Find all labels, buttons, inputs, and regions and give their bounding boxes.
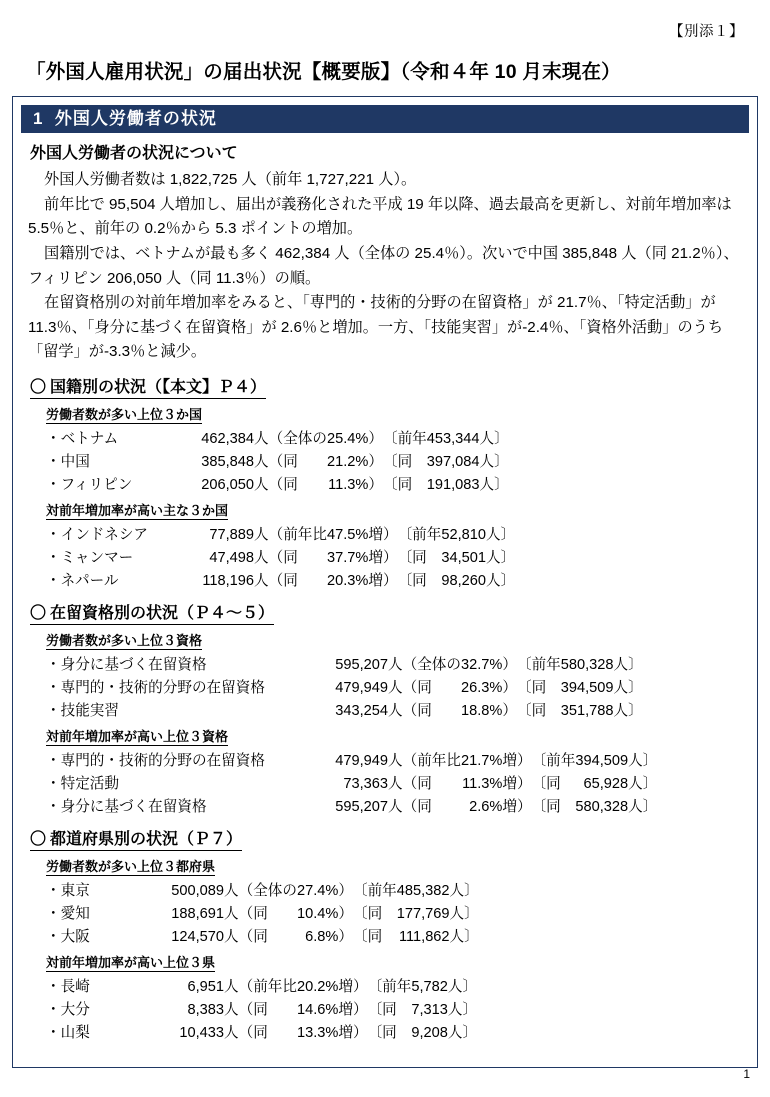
table-row	[46, 568, 515, 591]
block-subtitle: 対前年増加率が高い上位３県	[46, 952, 215, 972]
row-unit: 人	[254, 550, 269, 566]
row-prev-suffix: 人〕	[447, 1002, 478, 1018]
row-share-value: 2.6%増）	[469, 799, 532, 815]
statistics-table	[46, 748, 657, 817]
row-prev-value: 191,083	[426, 477, 480, 493]
row-prev-value: 453,344	[426, 431, 480, 447]
row-share-prefix: （同	[238, 929, 268, 945]
row-label: ・身分に基づく在留資格	[46, 657, 207, 673]
row-share-value: 21.2%）	[327, 454, 383, 470]
section-number: 1	[33, 109, 44, 128]
section-title: 外国人労働者の状況	[54, 109, 217, 128]
row-label: ・身分に基づく在留資格	[46, 799, 207, 815]
lead-paragraph: 在留資格別の対前年増加率をみると、「専門的・技術的分野の在留資格」が 21.7％、「特定活動」が 11.3％、「身分に基づく在留資格」が 2.6％と増加。一方、「技能実習」が-2.4％、「資格外活動」のうち「留学」が-3.3％と減少。	[28, 294, 724, 361]
statistics-group	[24, 826, 746, 1043]
lead-paragraph: 前年比で 95,504 人増加し、届出が義務化された平成 19 年以降、過去最高を更新し、対前年増加率は 5.5％と、前年の 0.2％から 5.3 ポイントの増加。	[28, 195, 732, 238]
row-unit: 人	[224, 1025, 239, 1041]
row-prev-suffix: 人〕	[613, 657, 643, 673]
row-prev-value: 351,788	[560, 703, 614, 719]
row-share-prefix: （前年比	[238, 979, 297, 995]
lead-paragraph: 外国人労働者数は 1,822,725 人（前年 1,727,221 人）。	[44, 171, 417, 188]
row-prev-prefix: 〔同	[516, 680, 547, 696]
row-share-prefix: （同	[402, 799, 432, 815]
row-value: 77,889	[209, 527, 254, 543]
row-share-value: 32.7%）	[461, 657, 517, 673]
row-prev-value: 485,382	[396, 883, 450, 899]
row-label: ・中国	[46, 454, 90, 470]
row-unit: 人	[224, 906, 239, 922]
row-prev-prefix: 〔同	[382, 454, 413, 470]
row-value: 118,196	[202, 573, 254, 589]
row-value: 10,433	[179, 1025, 224, 1041]
group-title	[30, 826, 242, 851]
row-share-value: 37.7%増）	[327, 550, 398, 566]
row-unit: 人	[254, 477, 269, 493]
group-title	[30, 374, 266, 399]
row-unit: 人	[388, 776, 403, 792]
row-share-value: 26.3%）	[461, 680, 517, 696]
table-row	[46, 1020, 477, 1043]
statistics-groups	[24, 374, 746, 1043]
row-prev-value: 65,928	[583, 776, 629, 792]
row-unit: 人	[388, 657, 403, 673]
statistics-table	[46, 652, 643, 721]
row-prev-prefix: 〔同	[531, 776, 561, 792]
table-row	[46, 901, 479, 924]
group-title-label: 在留資格別の状況（Ｐ４～５）	[50, 605, 275, 622]
row-share-value: 18.8%）	[461, 703, 517, 719]
row-prev-value: 394,509	[560, 680, 614, 696]
row-share-prefix: （前年比	[268, 527, 327, 543]
row-share-value: 11.3%増）	[462, 776, 532, 792]
row-unit: 人	[388, 703, 403, 719]
row-prev-suffix: 人〕	[449, 929, 479, 945]
table-row	[46, 472, 509, 495]
row-share-prefix: （全体の	[402, 657, 461, 673]
row-prev-value: 5,782	[411, 979, 448, 995]
circle-bullet-icon: 〇	[30, 379, 47, 396]
statistics-table	[46, 878, 479, 947]
block-subtitle: 労働者数が多い上位３都府県	[46, 856, 215, 876]
row-prev-value: 397,084	[426, 454, 480, 470]
row-share-value: 11.3%）	[328, 477, 383, 493]
row-label: ・ネパール	[46, 573, 119, 589]
row-prev-prefix: 〔前年	[397, 527, 442, 543]
row-unit: 人	[254, 454, 269, 470]
row-prev-prefix: 〔前年	[352, 883, 397, 899]
table-row	[46, 924, 479, 947]
block-subtitle: 対前年増加率が高い上位３資格	[46, 726, 228, 746]
row-unit: 人	[224, 1002, 239, 1018]
table-row	[46, 652, 643, 675]
row-share-prefix: （全体の	[268, 431, 327, 447]
row-label: ・特定活動	[46, 776, 119, 792]
row-label: ・ベトナム	[46, 431, 119, 447]
row-share-value: 14.6%増）	[297, 1002, 368, 1018]
row-prev-prefix: 〔前年	[531, 753, 576, 769]
row-prev-suffix: 人〕	[628, 799, 658, 815]
table-row	[46, 698, 643, 721]
row-share-value: 10.4%）	[297, 906, 353, 922]
row-unit: 人	[254, 527, 269, 543]
statistics-table	[46, 522, 515, 591]
attachment-tag: 【別添１】	[669, 24, 744, 40]
row-label: ・東京	[46, 883, 90, 899]
block-subtitle: 労働者数が多い上位３資格	[46, 630, 202, 650]
row-share-prefix: （前年比	[402, 753, 461, 769]
row-share-value: 47.5%増）	[327, 527, 398, 543]
lead-paragraphs	[24, 168, 746, 365]
row-prev-prefix: 〔同	[397, 573, 427, 589]
row-unit: 人	[254, 431, 269, 447]
row-prev-value: 580,328	[560, 657, 614, 673]
row-prev-suffix: 人〕	[479, 477, 509, 493]
row-prev-suffix: 人〕	[613, 680, 643, 696]
row-label: ・フィリピン	[46, 477, 133, 493]
row-label: ・技能実習	[46, 703, 119, 719]
row-share-value: 25.4%）	[327, 431, 383, 447]
row-prev-prefix: 〔同	[352, 929, 383, 945]
row-prev-prefix: 〔同	[367, 1002, 397, 1018]
row-share-prefix: （同	[402, 776, 432, 792]
statistics-group	[24, 600, 746, 817]
row-value: 500,089	[171, 883, 224, 899]
row-value: 595,207	[335, 799, 388, 815]
table-row	[46, 522, 515, 545]
lead-heading: 外国人労働者の状況について	[30, 145, 238, 162]
row-prev-prefix: 〔同	[352, 906, 383, 922]
row-value: 479,949	[335, 680, 388, 696]
row-value: 385,848	[201, 454, 254, 470]
table-row	[46, 794, 657, 817]
row-label: ・専門的・技術的分野の在留資格	[46, 680, 265, 696]
row-prev-value: 177,769	[396, 906, 450, 922]
row-prev-value: 394,509	[575, 753, 629, 769]
row-unit: 人	[388, 753, 403, 769]
group-title	[30, 600, 274, 625]
row-value: 343,254	[335, 703, 388, 719]
row-label: ・ミャンマー	[46, 550, 134, 566]
page-number: 1	[743, 1067, 750, 1081]
circle-bullet-icon: 〇	[30, 831, 47, 848]
row-prev-suffix: 人〕	[447, 1025, 478, 1041]
row-share-prefix: （同	[268, 454, 298, 470]
row-share-prefix: （同	[238, 1002, 268, 1018]
row-prev-suffix: 人〕	[449, 883, 479, 899]
row-label: ・山梨	[46, 1025, 90, 1041]
row-prev-suffix: 人〕	[447, 979, 478, 995]
table-row	[46, 974, 477, 997]
row-value: 124,570	[171, 929, 224, 945]
row-value: 47,498	[209, 550, 254, 566]
table-row	[46, 997, 477, 1020]
row-value: 479,949	[335, 753, 388, 769]
row-share-prefix: （同	[268, 573, 298, 589]
table-row	[46, 771, 657, 794]
block-subtitle: 対前年増加率が高い主な３か国	[46, 500, 228, 520]
table-row	[46, 878, 479, 901]
row-share-value: 27.4%）	[297, 883, 353, 899]
row-prev-suffix: 人〕	[613, 703, 643, 719]
row-share-value: 6.8%）	[305, 929, 353, 945]
page-title: 「外国人雇用状況」の届出状況【概要版】（令和４年 10 月末現在）	[26, 61, 621, 83]
row-prev-suffix: 人〕	[486, 573, 516, 589]
row-prev-prefix: 〔前年	[382, 431, 427, 447]
table-row	[46, 748, 657, 771]
row-prev-value: 7,313	[411, 1002, 448, 1018]
row-share-prefix: （同	[268, 550, 298, 566]
row-prev-value: 98,260	[441, 573, 487, 589]
row-prev-suffix: 人〕	[479, 431, 509, 447]
table-row	[46, 675, 643, 698]
group-title-label: 都道府県別の状況（Ｐ７）	[50, 831, 243, 848]
row-share-value: 21.7%増）	[461, 753, 532, 769]
row-prev-suffix: 人〕	[449, 906, 479, 922]
row-unit: 人	[388, 680, 403, 696]
row-label: ・愛知	[46, 906, 90, 922]
row-prev-prefix: 〔同	[531, 799, 561, 815]
row-prev-value: 34,501	[441, 550, 487, 566]
block-subtitle: 労働者数が多い上位３か国	[46, 404, 202, 424]
row-value: 206,050	[201, 477, 254, 493]
row-share-value: 13.3%増）	[297, 1025, 368, 1041]
group-title-label: 国籍別の状況（【本文】Ｐ４）	[50, 379, 267, 396]
row-label: ・長崎	[46, 979, 90, 995]
row-prev-value: 52,810	[441, 527, 487, 543]
row-prev-prefix: 〔同	[382, 477, 413, 493]
table-row	[46, 426, 509, 449]
statistics-table	[46, 974, 477, 1043]
row-label: ・大阪	[46, 929, 90, 945]
row-share-value: 20.2%増）	[297, 979, 368, 995]
row-prev-prefix: 〔同	[516, 703, 547, 719]
row-unit: 人	[388, 799, 403, 815]
row-unit: 人	[254, 573, 269, 589]
row-label: ・インドネシア	[46, 527, 149, 543]
row-value: 188,691	[171, 906, 224, 922]
row-value: 595,207	[335, 657, 388, 673]
row-prev-suffix: 人〕	[479, 454, 509, 470]
circle-bullet-icon: 〇	[30, 605, 47, 622]
row-share-value: 20.3%増）	[327, 573, 398, 589]
row-share-prefix: （同	[238, 906, 268, 922]
row-share-prefix: （同	[238, 1025, 268, 1041]
document-body	[24, 140, 746, 1043]
row-prev-suffix: 人〕	[486, 550, 516, 566]
statistics-table	[46, 426, 509, 495]
row-prev-value: 9,208	[411, 1025, 448, 1041]
row-prev-suffix: 人〕	[628, 776, 658, 792]
row-unit: 人	[224, 883, 239, 899]
row-label: ・大分	[46, 1002, 90, 1018]
row-prev-prefix: 〔前年	[367, 979, 412, 995]
row-value: 8,383	[187, 1002, 224, 1018]
row-value: 462,384	[201, 431, 254, 447]
row-unit: 人	[224, 979, 239, 995]
row-value: 73,363	[343, 776, 388, 792]
row-share-prefix: （全体の	[238, 883, 297, 899]
statistics-group	[24, 374, 746, 591]
row-prev-prefix: 〔同	[367, 1025, 397, 1041]
lead-paragraph: 国籍別では、ベトナムが最も多く 462,384 人（全体の 25.4％）。次いで中国 385,848 人（同 21.2％）、フィリピン 206,050 人（同 11.3％）の順。	[28, 244, 739, 287]
table-row	[46, 545, 515, 568]
row-share-prefix: （同	[402, 680, 432, 696]
row-prev-prefix: 〔前年	[516, 657, 561, 673]
row-share-prefix: （同	[268, 477, 298, 493]
row-share-prefix: （同	[402, 703, 432, 719]
row-prev-prefix: 〔同	[397, 550, 427, 566]
row-prev-value: 111,862	[398, 929, 450, 945]
table-row	[46, 449, 509, 472]
row-label: ・専門的・技術的分野の在留資格	[46, 753, 265, 769]
row-prev-value: 580,328	[575, 799, 629, 815]
row-prev-suffix: 人〕	[486, 527, 516, 543]
row-unit: 人	[224, 929, 239, 945]
row-value: 6,951	[187, 979, 224, 995]
section-header	[21, 105, 749, 133]
row-prev-suffix: 人〕	[628, 753, 658, 769]
